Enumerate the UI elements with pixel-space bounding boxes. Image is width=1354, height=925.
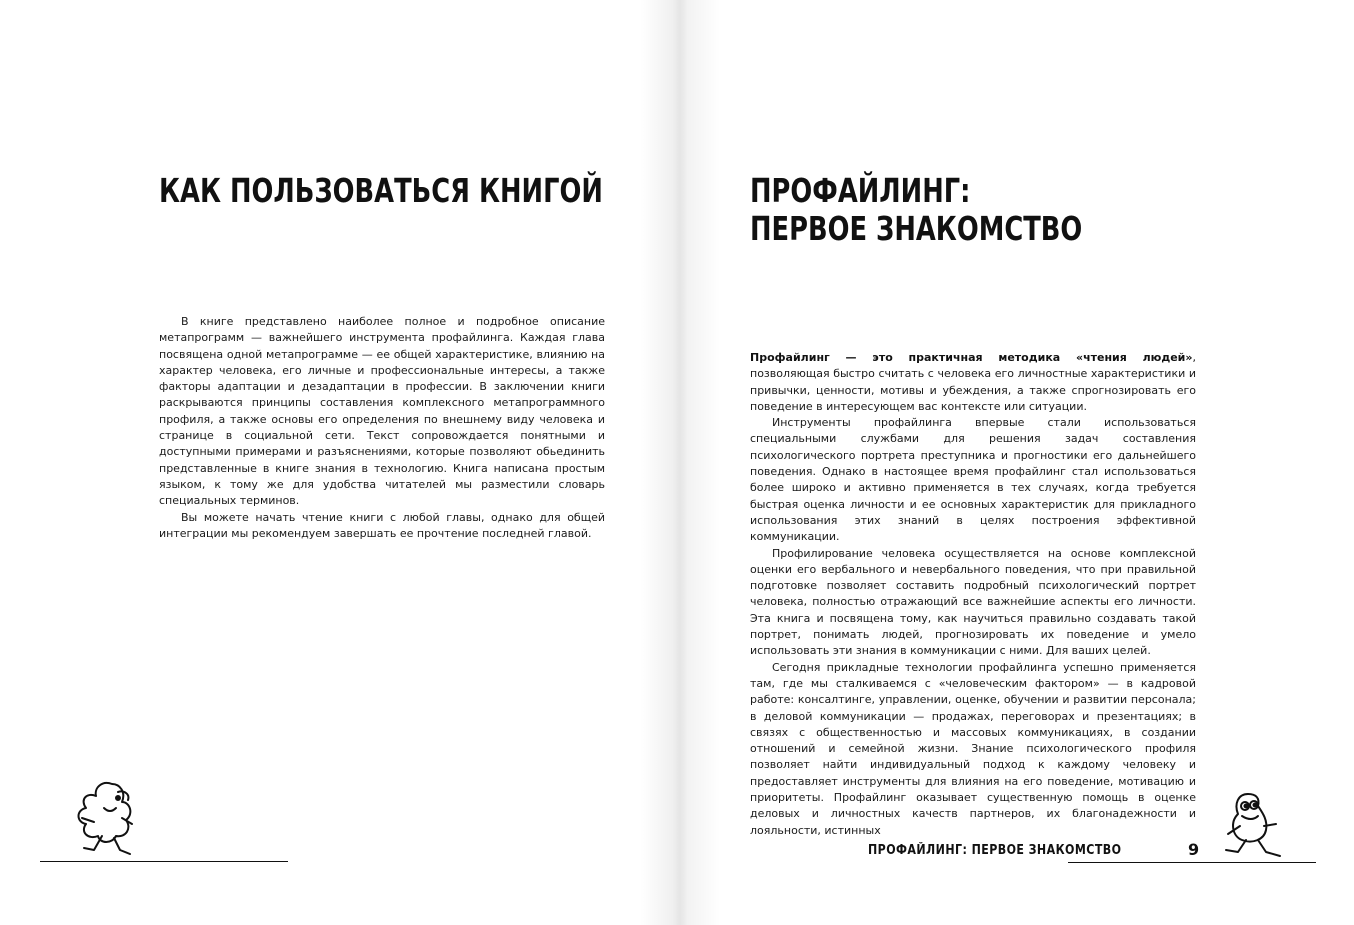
running-creature-icon	[72, 778, 142, 860]
left-footer-rule	[40, 861, 288, 862]
page-number: 9	[1188, 840, 1200, 859]
right-title-line-2: ПЕРВОЕ ЗНАКОМСТВО	[750, 209, 1083, 248]
intro-rest: , позволяющая быстро считать с человека его личностные характеристики и привычки, ценности, мотивы и убеждения, а также спрогнозировать его поведение в интересующем вас контексте или ситуации.	[750, 351, 1196, 413]
right-page	[678, 0, 1354, 925]
right-paragraph: Сегодня прикладные технологии профайлинга успешно применяется там, где мы сталкиваемся с «человеческим фактором» — в кадровой работе: консалтинге, управлении, оценке, обучении и развитии персонала; в деловой коммуникации — продажах, переговорах и презентациях; в связях с общественностью и массовых коммуникациях, в создании отношений и семейной жизни. Знание психологического профиля позволяет найти индивидуальный подход к каждому человеку и предоставляет инструменты для влияния на его поведение, мотивацию и приоритеты. Профайлинг оказывает существенную помощь в оценке деловых и личностных качеств партнеров, их благонадежности и лояльности, истинных	[750, 660, 1196, 837]
right-title-line-1: ПРОФАЙЛИНГ:	[750, 171, 971, 210]
intro-definition: Профайлинг — это практичная методика «чтения людей»	[750, 351, 1193, 364]
intro-paragraph	[750, 350, 1196, 415]
left-paragraph: Вы можете начать чтение книги с любой главы, однако для общей интеграции мы рекомендуем завершать ее прочтение последней главой.	[159, 510, 605, 540]
right-paragraph: Инструменты профайлинга впервые стали использоваться специальными службами для решения задач составления психологического портрета преступника и прогностики его дальнейшего поведения. Однако в настоящее время профайлинг стал использоваться более широко и активно применяется в тех случаях, когда требуется быстрая оценка личности и ее основных характеристик для прикладного использования этих знаний в целях построения эффективной коммуникации.	[750, 416, 1196, 544]
left-body-text	[159, 314, 605, 542]
right-chapter-title	[750, 172, 1082, 248]
left-page	[0, 0, 676, 925]
right-footer-rule	[1068, 862, 1316, 863]
left-chapter-title: КАК ПОЛЬЗОВАТЬСЯ КНИГОЙ	[159, 171, 603, 210]
right-body-text	[750, 350, 1196, 839]
running-head: ПРОФАЙЛИНГ: ПЕРВОЕ ЗНАКОМСТВО	[868, 843, 1122, 858]
left-paragraph: В книге представлено наиболее полное и подробное описание метапрограмм — важнейшего инструмента профайлинга. Каждая глава посвящена одной метапрограмме — ее общей характеристике, влиянию на характер человека, его личные и профессиональные интересы, а также факторы адаптации и дезадаптации в профессии. В заключении книги раскрываются принципы составления комплексного метапрограммного профиля, а также основы его определения по внешнему виду человека и странице в социальной сети. Текст сопровождается понятными и доступными примерами и разъяснениями, которые позволяют обьединить представленные в книге знания в технологию. Книга написана простым языком, к тому же для удобства читателей мы разместили словарь специальных терминов.	[159, 315, 605, 508]
running-pear-character-icon	[1218, 790, 1288, 862]
right-paragraph: Профилирование человека осуществляется на основе комплексной оценки его вербального и невербального поведения, что при правильной подготовке позволяет составить подробный психологический портрет человека, полностью отражающий все важнейшие аспекты его личности. Эта книга и посвящена тому, как научиться правильно создавать такой портрет, понимать людей, прогнозировать их поведение и умело использовать эти знания в коммуникации с ними. Для ваших целей.	[750, 546, 1196, 658]
